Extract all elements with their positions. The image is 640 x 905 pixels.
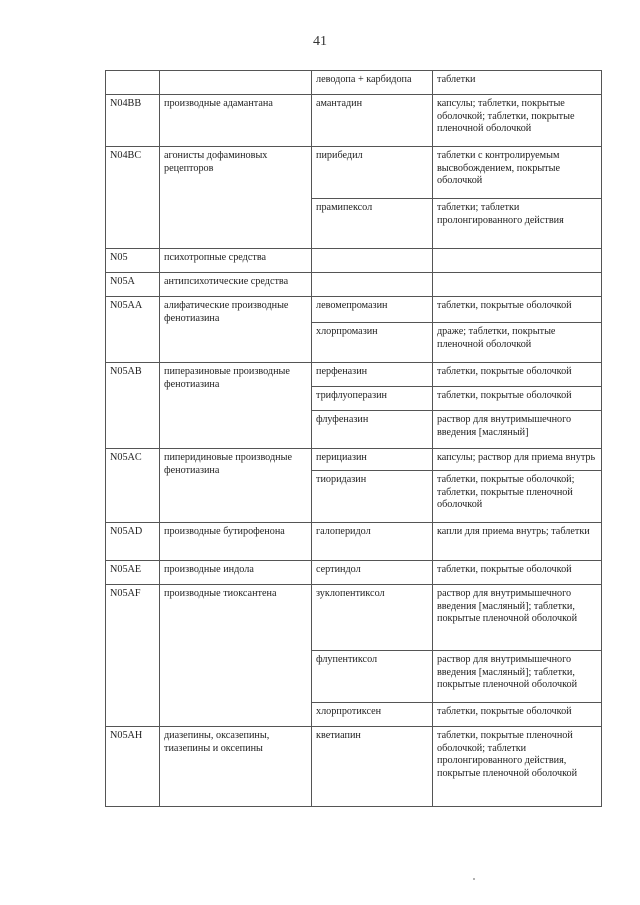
page-number: 41 — [313, 34, 327, 49]
drug-table — [105, 70, 602, 807]
atc-code-cell: N05 — [106, 249, 160, 273]
atc-code-cell: N05AH — [106, 727, 160, 807]
drug-cell: прамипексол — [312, 199, 433, 249]
table-row — [106, 147, 602, 199]
group-cell — [160, 71, 312, 95]
group-cell: агонисты дофаминовых рецепторов — [160, 147, 312, 249]
table-row — [106, 727, 602, 807]
form-cell: таблетки с контролируемым высвобождением, покрытые оболочкой — [433, 147, 602, 199]
table-row — [106, 523, 602, 561]
drug-cell: сертиндол — [312, 561, 433, 585]
group-cell: производные индола — [160, 561, 312, 585]
atc-code-cell: N05AD — [106, 523, 160, 561]
group-cell: пиперидиновые производные фенотиазина — [160, 449, 312, 523]
form-cell: раствор для внутримышечного введения [масляный]; таблетки, покрытые пленочной оболочкой — [433, 651, 602, 703]
table-row — [106, 585, 602, 651]
table-row — [106, 449, 602, 471]
drug-cell: леводопа + карбидопа — [312, 71, 433, 95]
form-cell: таблетки, покрытые оболочкой; таблетки, покрытые пленочной оболочкой — [433, 471, 602, 523]
atc-code-cell: N04BC — [106, 147, 160, 249]
table-row — [106, 273, 602, 297]
drug-cell: галоперидол — [312, 523, 433, 561]
group-cell: производные тиоксантена — [160, 585, 312, 727]
drug-cell: трифлуоперазин — [312, 387, 433, 411]
scan-speck — [473, 878, 475, 880]
table-row — [106, 71, 602, 95]
table-row — [106, 561, 602, 585]
form-cell: таблетки; таблетки пролонгированного действия — [433, 199, 602, 249]
form-cell — [433, 273, 602, 297]
atc-code-cell: N04BB — [106, 95, 160, 147]
form-cell: драже; таблетки, покрытые пленочной оболочкой — [433, 323, 602, 363]
table-row — [106, 363, 602, 387]
group-cell: антипсихотические средства — [160, 273, 312, 297]
form-cell: капли для приема внутрь; таблетки — [433, 523, 602, 561]
drug-cell: флупентиксол — [312, 651, 433, 703]
drug-cell — [312, 249, 433, 273]
group-cell: психотропные средства — [160, 249, 312, 273]
form-cell: раствор для внутримышечного введения [масляный]; таблетки, покрытые пленочной оболочкой — [433, 585, 602, 651]
drug-cell: хлорпромазин — [312, 323, 433, 363]
form-cell: капсулы; раствор для приема внутрь — [433, 449, 602, 471]
drug-cell: пирибедил — [312, 147, 433, 199]
atc-code-cell: N05A — [106, 273, 160, 297]
drug-cell: зуклопентиксол — [312, 585, 433, 651]
drug-cell: перициазин — [312, 449, 433, 471]
form-cell: таблетки, покрытые пленочной оболочкой; таблетки пролонгированного действия, покрытые пленочной оболочкой — [433, 727, 602, 807]
form-cell: капсулы; таблетки, покрытые оболочкой; таблетки, покрытые пленочной оболочкой — [433, 95, 602, 147]
form-cell: таблетки, покрытые оболочкой — [433, 363, 602, 387]
atc-code-cell — [106, 71, 160, 95]
group-cell: производные бутирофенона — [160, 523, 312, 561]
drug-cell: перфеназин — [312, 363, 433, 387]
atc-code-cell: N05AB — [106, 363, 160, 449]
drug-cell: кветиапин — [312, 727, 433, 807]
atc-code-cell: N05AA — [106, 297, 160, 363]
form-cell: таблетки, покрытые оболочкой — [433, 561, 602, 585]
atc-code-cell: N05AC — [106, 449, 160, 523]
table-row — [106, 249, 602, 273]
drug-cell: флуфеназин — [312, 411, 433, 449]
form-cell: таблетки — [433, 71, 602, 95]
group-cell: диазепины, оксазепины, тиазепины и оксепины — [160, 727, 312, 807]
table-row — [106, 297, 602, 323]
form-cell: таблетки, покрытые оболочкой — [433, 703, 602, 727]
form-cell: таблетки, покрытые оболочкой — [433, 387, 602, 411]
atc-code-cell: N05AE — [106, 561, 160, 585]
drug-cell: хлорпротиксен — [312, 703, 433, 727]
table-row — [106, 95, 602, 147]
group-cell: пиперазиновые производные фенотиазина — [160, 363, 312, 449]
group-cell: алифатические производные фенотиазина — [160, 297, 312, 363]
drug-cell: амантадин — [312, 95, 433, 147]
form-cell — [433, 249, 602, 273]
drug-cell: левомепромазин — [312, 297, 433, 323]
form-cell: раствор для внутримышечного введения [масляный] — [433, 411, 602, 449]
group-cell: производные адамантана — [160, 95, 312, 147]
drug-cell: тиоридазин — [312, 471, 433, 523]
atc-code-cell: N05AF — [106, 585, 160, 727]
drug-cell — [312, 273, 433, 297]
form-cell: таблетки, покрытые оболочкой — [433, 297, 602, 323]
